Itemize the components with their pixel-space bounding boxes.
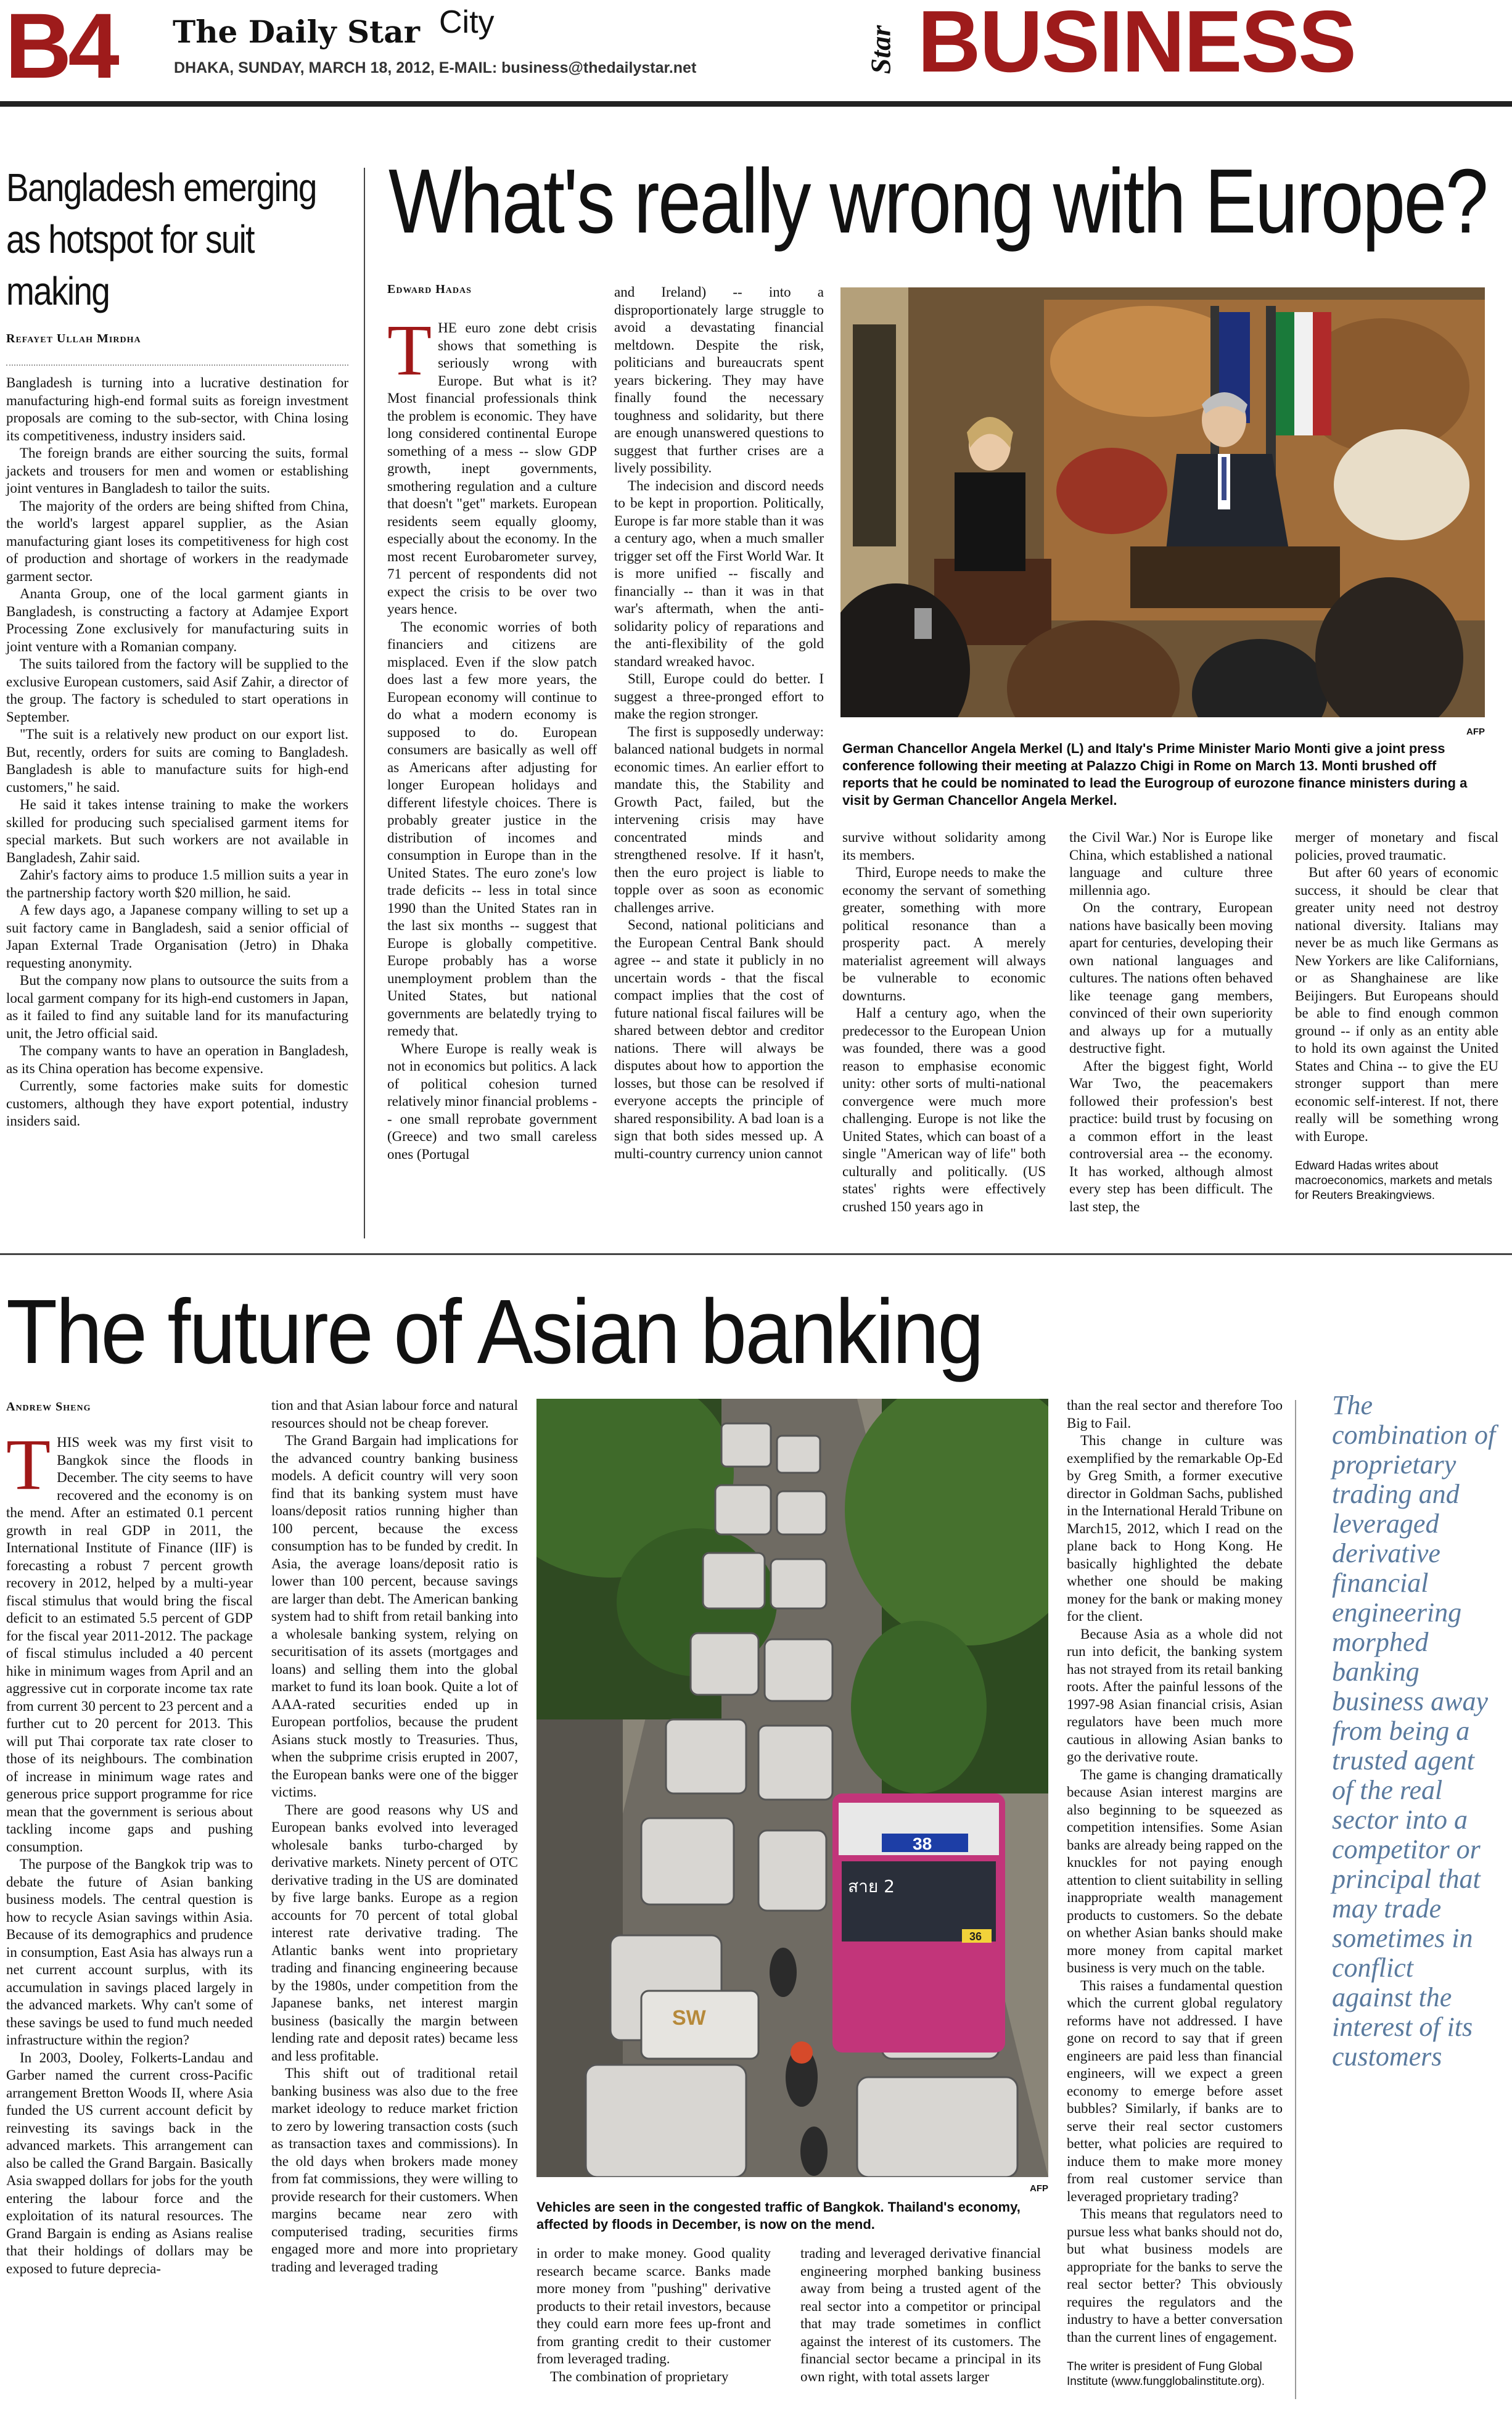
section-divider xyxy=(0,1253,1512,1255)
pullquote: The combination of proprietary trading and leveraged derivative financial engineering morphed banking business away from being a trusted agent of the real sector into a competitor or principal that may trade sometimes in conflict against the interest of its customers xyxy=(1332,1390,1496,2072)
bus-line-label: สาย 2 xyxy=(848,1876,895,1896)
asia-paragraph: The purpose of the Bangkok trip was to debate the future of Asian banking business models. The central question is how to recycle Asian savings within Asia. Because of its demographics and prudence in consumption, East Asia has always run a net current account surplus, with its accumulation in savings placed largely in the advanced markets. Why can't some of these savings be used to fund much needed infrastructure within the region? xyxy=(6,1856,253,2048)
europe-paragraph: survive without solidarity among its members. xyxy=(842,830,1046,863)
bus-plate: 36 xyxy=(969,1930,982,1943)
suit-paragraph: The majority of the orders are being shifted from China, the world's largest apparel supplier, as the Asian manufacturing giant loses its competitiveness for high cost of production and shortage of workers in the readymade garment sector. xyxy=(6,498,348,584)
suit-body xyxy=(6,364,348,1130)
asia-paragraph: trading and leveraged derivative financial engineering morphed banking business away from being a trusted agent of the real sector into a competitor or principal that may trade sometimes in conflict against the interest of its customers. The financial sector became a principal in its own right, with total assets larger xyxy=(800,2246,1041,2384)
asia-col-3 xyxy=(536,2245,771,2386)
paper-name: The Daily Star xyxy=(173,14,420,50)
europe-paragraph: Second, national politicians and the European Central Bank should agree -- and state it publicly in no uncertain words - that the fiscal compact implies that the cost of future national fiscal failures will be shared between debtor and creditor nations. There will always be disputes about how to apportion the losses, but those can be resolved if everyone accepts the principle of shared responsibility. A bad loan is a sign that both sides messed up. A multi-country currency union cannot xyxy=(614,917,824,1161)
asia-col-1 xyxy=(6,1424,253,2278)
europe-col-3 xyxy=(842,829,1046,1216)
suit-byline: Refayet Ullah Mirdha xyxy=(6,332,141,345)
europe-signature: Edward Hadas writes about macroeconomics, markets and metals for Reuters Breakingviews. xyxy=(1295,1159,1492,1202)
europe-byline: Edward Hadas xyxy=(387,282,472,296)
europe-paragraph: the Civil War.) Nor is Europe like China, which established a national language and culture three millennia ago. xyxy=(1069,830,1273,898)
europe-paragraph: merger of monetary and fiscal policies, proved traumatic. xyxy=(1295,830,1498,863)
asia-paragraph: Because Asia as a whole did not run into deficit, the banking system has not strayed from its retail banking roots. After the painful lessons of the 1997-98 Asian financial crisis, Asian regulators have been much more cautious in allowing Asian banks to go the derivative route. xyxy=(1067,1626,1283,1764)
asia-signature: The writer is president of Fung Global Institute (www.fungglobalinstitute.org). xyxy=(1067,2360,1265,2388)
europe-headline: What's really wrong with Europe? xyxy=(388,150,1487,252)
asia-col-2 xyxy=(271,1397,518,2276)
traffic-photo xyxy=(536,1399,1048,2177)
masthead-rule xyxy=(0,101,1512,107)
asia-paragraph: in order to make money. Good quality research became scarce. Banks made more money from "pushing" derivative products to their retail investors, because they could earn more fees up-front and from granting credit to their customer from leveraged trading. xyxy=(536,2246,771,2366)
column-rule xyxy=(364,168,365,1238)
suit-paragraph: Currently, some factories make suits for domestic customers, although they have export potential, industry insiders said. xyxy=(6,1078,348,1129)
asia-drop-cap: T xyxy=(6,1424,51,1505)
suit-paragraph: "The suit is a relatively new product on our export list. But, recently, orders for suits are coming to Bangladesh. Bangladesh is able to manufacture suits for high-end customers," he said. xyxy=(6,727,348,795)
europe-paragraph: The first is supposedly underway: balanced national budgets in normal economic times. An earlier effort to mandate this, the Stability and Growth Pact, failed, but the intervening crisis may have concentrated minds and strengthened resolve. If it hasn't, then the euro project is liable to topple over as soon as economic challenges arrive. xyxy=(614,723,824,915)
asia-col-5 xyxy=(1067,1397,1283,2389)
europe-paragraph: But after 60 years of economic success, it should be clear that greater unity need not destroy national diversity. Italians may never be as much like Germans as New Yorkers are like Californians, or as Shanghainese are like Beijingers. But Europeans should be able to find enough common ground -- if only as an entity able to hold its own against the United States and China -- to give the EU stronger support than mere economic self-interest. If not, there really will be something wrong with Europe. xyxy=(1295,865,1498,1144)
asia-paragraph: This shift out of traditional retail banking business was also due to the free market ideology to reduce market friction to zero by lowering transaction costs (such as transaction taxes and commissions). In the old days when brokers made money from fat commissions, they were willing to provide research for their customers. When margins became near zero with computerised trading, securities firms engaged more and more into proprietary trading and leveraged trading xyxy=(271,2065,518,2275)
suit-paragraph: The suits tailored from the factory will be supplied to the exclusive European customers, said Asif Zahir, a director of the group. The factory is scheduled to start operations in September. xyxy=(6,656,348,725)
europe-paragraph: and Ireland) -- into a disproportionately large struggle to avoid a devastating financial meltdown. Despite the risk, politicians and bureaucrats spent years bickering. They may have finally found the necessary toughness and solidarity, but there are enough unanswered questions to suggest that further crises are a lively possibility. xyxy=(614,284,824,476)
section-title: BUSINESS xyxy=(918,0,1355,91)
europe-paragraph: HE euro zone debt crisis shows that something is seriously wrong with Europe. But what is it? Most financial professionals think the problem is economic. They have long considered continental Europe something of a mess -- slow GDP growth, inept governments, smothering regulation and a culture that doesn't "get" markets. European residents seem equally gloomy, especially about the economy. In the most recent Eurobarometer survey, 71 percent of respondents did not expect the crisis to be over two years hence. xyxy=(387,320,597,617)
asia-paragraph: than the real sector and therefore Too Big to Fail. xyxy=(1067,1398,1283,1431)
europe-caption: German Chancellor Angela Merkel (L) and Italy's Prime Minister Mario Monti give a joint press conference following their meeting at Palazzo Chigi in Rome on March 13. Monti brushed off reports that he could be nominated to lead the Eurogroup of eurozone finance ministers during a visit by German Chancellor Angela Merkel. xyxy=(842,741,1468,808)
bus-route-number: 38 xyxy=(913,1834,932,1853)
europe-paragraph: The indecision and discord needs to be kept in proportion. Politically, Europe is far more stable than it was a century ago, when a much smaller trigger set off the First World War. It is more unified -- fiscally and financially -- than it was in that war's aftermath, when the anti-solidarity policy of reparations and the anti-flexibility of the gold standard wreaked havoc. xyxy=(614,477,824,669)
masthead xyxy=(0,0,1512,108)
asia-byline: Andrew Sheng xyxy=(6,1400,91,1414)
europe-paragraph: After the biggest fight, World War Two, the peacemakers followed their profession's best practice: build trust by focusing on a common effort in the least controversial area -- the economy. It has worked, although almost every step has been difficult. The last step, the xyxy=(1069,1058,1273,1214)
suit-paragraph: Bangladesh is turning into a lucrative destination for manufacturing high-end formal suits as foreign investment proposals are coming to the sub-sector, with China losing its competitiveness, industry insiders said. xyxy=(6,375,348,443)
europe-paragraph: Third, Europe needs to make the economy the servant of something greater, something with more political resonance than a prosperity pact. A merely materialist agreement will always be vulnerable to economic downturns. xyxy=(842,865,1046,1003)
suit-paragraph: Ananta Group, one of the local garment giants in Bangladesh, is constructing a factory at Adamjee Export Processing Zone exclusively for manufacturing suits in joint venture with a Romanian company. xyxy=(6,586,348,654)
suit-paragraph: A few days ago, a Japanese company willing to set up a suit factory came in Bangladesh, said a senior official of Japan External Trade Organisation (Jetro) in Dhaka requesting anonymity. xyxy=(6,902,348,971)
europe-photo-credit: AFP xyxy=(1466,727,1485,737)
pullquote-rule xyxy=(1295,1400,1296,2399)
suit-paragraph: He said it takes intense training to make the workers skilled for producing such specialised garment items for special markets. But such workers are not available in Bangladesh, Zahir said. xyxy=(6,797,348,865)
suit-paragraph: The foreign brands are either sourcing the suits, formal jackets and trousers for men and women or establishing joint ventures in Bangladesh to tailor the suits. xyxy=(6,445,348,496)
suit-paragraph: But the company now plans to outsource the suits from a local garment company for its high-end customers in Japan, as it failed to find any suitable land for its manufacturing unit, the Jetro official said. xyxy=(6,973,348,1041)
asia-paragraph: The game is changing dramatically because Asian interest margins are also beginning to be squeezed as competition intensifies. Some Asian banks are already being rapped on the knuckles for not paying enough attention to client suitability in selling inappropriate wealth management products to customers. So the debate on whether Asian banks should make more money from capital market business is very much on the table. xyxy=(1067,1766,1283,1975)
dateline: DHAKA, SUNDAY, MARCH 18, 2012, E-MAIL: business@thedailystar.net xyxy=(174,59,697,76)
europe-col-4 xyxy=(1069,829,1273,1216)
europe-col-1 xyxy=(387,310,597,1163)
europe-paragraph: On the contrary, European nations have basically been moving apart for centuries, developing their own national languages and cultures. The nations often behaved like teenage gang members, convinced of their own superiority and always up for a mutually destructive fight. xyxy=(1069,900,1273,1056)
europe-paragraph: Still, Europe could do better. I suggest a three-pronged effort to make the region stronger. xyxy=(614,671,824,722)
city-label: City xyxy=(439,4,495,40)
star-logo: Star xyxy=(865,25,897,75)
asia-paragraph: There are good reasons why US and European banks evolved into leveraged wholesale banks turbo-charged by derivative markets. Ninety percent of OTC derivative trading in the US are dominated by five large banks. Europe as a region accounts for 70 percent of total global interest rate derivative trading. The Atlantic banks went into proprietary trading and financing engineering because by the 1980s, under competition from the Japanese banks, net interest margin business (basically the margin between lending rate and deposit rates) became less and less profitable. xyxy=(271,1801,518,2064)
asia-paragraph: tion and that Asian labour force and natural resources should not be cheap forever. xyxy=(271,1398,518,1431)
asia-paragraph: The Grand Bargain had implications for the advanced country banking business models. A deficit country will very soon find that its banking system must have loans/deposit ratios running higher than 100 percent, because the excess consumption has to be funded by credit. In Asia, the average loans/deposit ratio is lower than 100 percent, because savings are larger than debt. The American banking system had to shift from retail banking into a wholesale banking system, relying on securitisation of its assets (mortgages and loans) and selling them into the global market to fund its loan book. Quite a lot of AAA-rated securities ended up in European portfolios, because the prudent Asians stuck mostly to Treasuries. Thus, when the subprime crisis erupted in 2007, the European banks were one of the bigger victims. xyxy=(271,1433,518,1800)
europe-col-2 xyxy=(614,284,824,1163)
asia-col-4 xyxy=(800,2245,1041,2386)
asia-headline: The future of Asian banking xyxy=(6,1281,983,1383)
suit-article xyxy=(6,162,348,1130)
asia-photo-credit: AFP xyxy=(1030,2183,1048,2194)
asia-paragraph: This means that regulators need to pursue less what banks should not do, but what business models are appropriate for the banks to serve the real sector better? This obviously requires the regulators and the industry to have a better conversation than the current lines of engagement. xyxy=(1067,2206,1283,2345)
van-label: SW xyxy=(672,2006,706,2030)
asia-paragraph: In 2003, Dooley, Folkerts-Landau and Garber named the current cross-Pacific arrangement Bretton Woods II, where Asia funded the US current account deficit by reinvesting its savings back in the advanced markets. This arrangement can also be called the Grand Bargain. Basically Asia swapped dollars for jobs for the youth entering the labour force and the exploitation of its natural resources. The Grand Bargain is ending as Asians realise that their holdings of dollars may be exposed to future deprecia- xyxy=(6,2049,253,2276)
merkel-photo-graphic xyxy=(840,287,1485,717)
asia-paragraph: This change in culture was exemplified by the remarkable Op-Ed by Greg Smith, a former executive director in Goldman Sachs, published in the International Herald Tribune on March15, 2012, which I read on the plane back to Hong Kong. He basically highlighted the debate whether one should be making money for the bank or making money for the client. xyxy=(1067,1433,1283,1624)
suit-headline: Bangladesh emerging as hotspot for suit making xyxy=(6,165,316,313)
suit-paragraph: The company wants to have an operation in Bangladesh, as its China operation has become expensive. xyxy=(6,1043,348,1076)
europe-col-5 xyxy=(1295,829,1498,1203)
asia-paragraph: HIS week was my first visit to Bangkok since the floods in December. The city seems to have recovered and the economy is on the mend. After an estimated 0.1 percent growth in real GDP in 2011, the International Institute of Finance (IIF) is forecasting a robust 7 percent growth recovery in 2012, helped by a multi-year fiscal stimulus that would bring the fiscal deficit to an estimated 5.5 percent of GDP for the fiscal year 2011-2012. The package of fiscal stimulus included a 40 percent hike in minimum wages from April and an aggressive cut in corporate income tax rate from current 30 percent to 23 percent and a further cut to 20 percent for 2013. This will put Thai corporate tax rate closer to those of its neighbours. The combination of increase in minimum wage rates and generous price support programme for rice mean that the government is serious about tackling income gaps and pushing consumption. xyxy=(6,1435,253,1855)
europe-drop-cap: T xyxy=(387,310,432,390)
page-number: B4 xyxy=(5,0,116,97)
merkel-photo xyxy=(840,287,1485,717)
suit-paragraph: Zahir's factory aims to produce 1.5 million suits a year in the partnership factory worth $20 million, he said. xyxy=(6,867,348,900)
asia-paragraph: This raises a fundamental question which the current global regulatory reforms have not addressed. I have gone on record to say that if green engineers are paid less than financial engineers, will we expect a green economy to emerge before asset bubbles? Similarly, if banks are to serve their real sector customers better, what policies are required to induce them to make more money from real customer service than leveraged proprietary trading? xyxy=(1067,1977,1283,2204)
traffic-photo-graphic xyxy=(536,1399,1048,2177)
europe-paragraph: The economic worries of both financiers and citizens are misplaced. Even if the slow patch does last a few more years, the European economy will continue to do what a modern economy is supposed to do. European consumers are basically as well off as Americans after adjusting for longer European holidays and different lifestyle choices. There is probably greater justice in the distribution of incomes and consumption in Europe than in the United States. The euro zone's low trade deficits -- less in total since 1990 than the United States ran in the last six months -- suggest that Europe is globally competitive. Europe probably has a worse unemployment problem than the United States, but national governments are belatedly trying to remedy that. xyxy=(387,619,597,1039)
asia-paragraph: The combination of proprietary xyxy=(550,2368,729,2384)
asia-caption: Vehicles are seen in the congested traffic of Bangkok. Thailand's economy, affected by floods in December, is now on the mend. xyxy=(536,2199,1021,2232)
europe-paragraph: Where Europe is really weak is not in economics but politics. A lack of political cohesion turned relatively minor financial problems -- one small reprobate government (Greece) and two small careless ones (Portugal xyxy=(387,1040,597,1162)
europe-paragraph: Half a century ago, when the predecessor to the European Union was founded, there was a good reason to emphasise economic unity: other sorts of multi-national convergence were much more challenging. Europe is not like the United States, which can boast of a single "American way of life" both culturally and politically. (US states' rights were effectively crushed 150 years ago in xyxy=(842,1005,1046,1214)
